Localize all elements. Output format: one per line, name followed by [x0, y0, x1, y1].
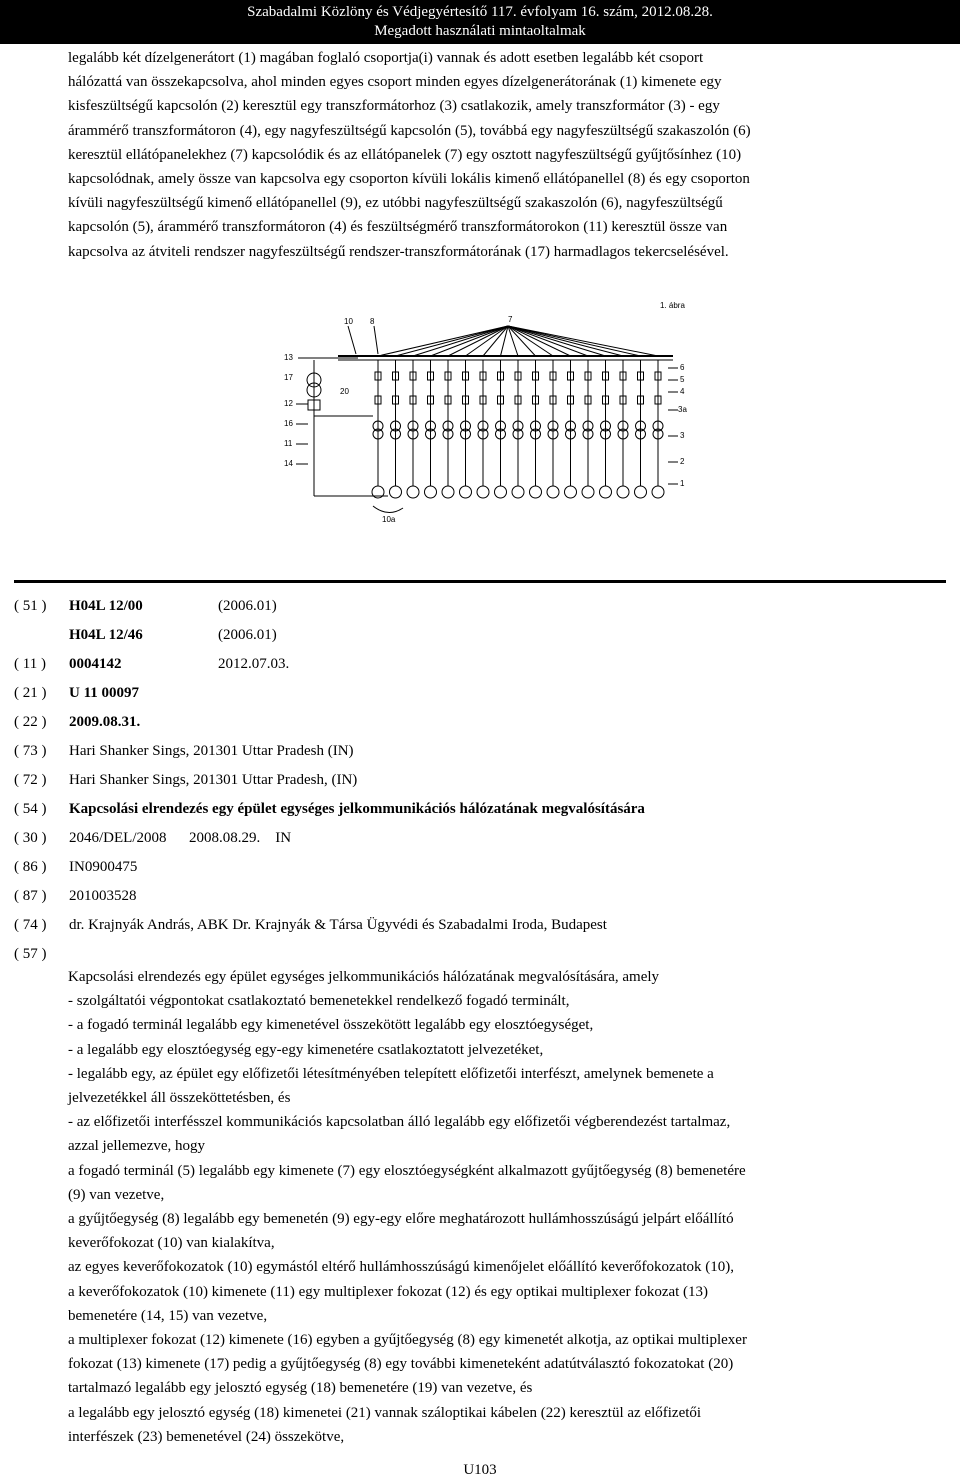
abstract-line: interfészek (23) bemenetével (24) összekötve, — [68, 1428, 345, 1445]
application-number: U 11 00097 — [69, 685, 140, 701]
feeder-fan-line — [508, 326, 606, 356]
inid-code: ( 73 ) — [14, 743, 47, 759]
figure-label: 3 — [680, 431, 685, 440]
inventor: Hari Shanker Sings, 201301 Uttar Pradesh, (IN) — [69, 772, 358, 788]
ipc-version: (2006.01) — [218, 627, 277, 643]
owner: Hari Shanker Sings, 201301 Uttar Pradesh (IN) — [69, 743, 354, 759]
figure-label: 13 — [284, 353, 293, 362]
generator-symbol — [635, 486, 647, 498]
figure-label: 8 — [370, 317, 375, 326]
abstract-line: a gyűjtőegység (8) legalább egy bemenetén (9) egy-egy előre meghatározott hullámhosszúságú jelpárt előállító — [68, 1211, 734, 1228]
ground-curve — [373, 506, 403, 513]
abstract-line: bemenetére (14, 15) van vezetve, — [68, 1307, 268, 1324]
inid-code: ( 22 ) — [14, 714, 47, 730]
generator-symbol — [407, 486, 419, 498]
generator-symbol — [495, 486, 507, 498]
abstract-line: Kapcsolási elrendezés egy épület egységes jelkommunikációs hálózatának megvalósítására, amely — [68, 969, 660, 985]
generator-symbol — [425, 486, 437, 498]
figure-label: 4 — [680, 387, 685, 396]
abstract-line: a fogadó terminál (5) legalább egy kimenete (7) egy elosztóegységként alkalmazott gyűjtőegység (8) bemenetére — [68, 1162, 746, 1179]
intro-line: kapcsolva az átviteli rendszer nagyfeszültségű rendszer-transzformátorának (17) harmadlagos tekercselésével. — [68, 243, 729, 260]
abstract-line: - a fogadó terminál legalább egy kimenetével összekötött legalább egy elosztóegységet, — [68, 1017, 594, 1034]
abstract-line: - az előfizetői interfésszel kommunikációs kapcsolatban álló legalább egy előfizetői végberendezést tartalmaz, — [68, 1114, 731, 1131]
intro-line: hálózattá van összekapcsolva, ahol minden egyes csoport minden egyes dízelgenerátorának (1) kimenete egy — [68, 74, 722, 91]
inid-code: ( 87 ) — [14, 888, 47, 904]
inid-code: ( 30 ) — [14, 830, 47, 846]
figure-label: 10 — [344, 317, 353, 326]
abstract — [68, 965, 928, 1449]
figure-label: 11 — [284, 439, 293, 448]
inid-code: ( 74 ) — [14, 917, 47, 933]
intro-line: legalább két dízelgenerátort (1) magában foglaló csoportja(i) vannak és adott esetben legalább két csoport — [68, 50, 704, 66]
abstract-line: jelvezetékkel áll összeköttetésben, és — [68, 1090, 291, 1107]
feeder-fan-line — [413, 326, 508, 356]
abstract-line: - szolgáltatói végpontokat csatlakoztató bemenetekkel rendelkező fogadó terminált, — [68, 993, 570, 1010]
leader-line — [374, 326, 378, 354]
section-divider — [14, 580, 946, 583]
inid-code: ( 57 ) — [14, 946, 47, 962]
generator-symbol — [460, 486, 472, 498]
generator-symbol — [530, 486, 542, 498]
intro-line: kapcsolódnak, amely össze van kapcsolva egy csoporton kívüli lokális kimenő ellátópanellel (8) és egy csoporton — [68, 171, 750, 188]
pct-publication: 201003528 — [69, 888, 137, 904]
figure-caption: 1. ábra — [660, 301, 685, 310]
intro-line: keresztül ellátópanelekhez (7) kapcsolódik és az ellátópanelek (7) egy osztott nagyfeszültségű gyűjtősínhez (10) — [68, 146, 742, 163]
abstract-line: tartalmazó legalább egy jelosztó egység (18) bemenetére (19) van vezetve, és — [68, 1380, 533, 1397]
generator-symbol — [390, 486, 402, 498]
generator-symbol — [547, 486, 559, 498]
pct-application: IN0900475 — [69, 859, 138, 875]
intro-line: kapcsolón (5), árammérő transzformátoron (4) és feszültségmérő transzformátorokon (11) keresztül össze van — [68, 219, 728, 236]
figure-label: 20 — [340, 387, 349, 396]
generator-symbol — [617, 486, 629, 498]
feeder-fan-line — [508, 326, 641, 356]
figure-label: 12 — [284, 399, 293, 408]
feeder-fan-line — [448, 326, 508, 356]
registration-date: 2012.07.03. — [218, 656, 290, 672]
registration-number: 0004142 — [69, 656, 122, 672]
inid-code: ( 54 ) — [14, 801, 47, 817]
figure-label: 2 — [680, 457, 685, 466]
abstract-line: (9) van vezetve, — [68, 1186, 165, 1203]
ipc-version: (2006.01) — [218, 598, 277, 614]
figure-label: 6 — [680, 363, 685, 372]
generator-symbol — [477, 486, 489, 498]
feeder-fan-line — [396, 326, 509, 356]
feeder-fan-line — [508, 326, 571, 356]
intro-line: kívüli nagyfeszültségű kimenő ellátópanellel (9), ez utóbbi nagyfeszültségű szakaszolón (6), nagyfeszültségű — [68, 195, 723, 212]
generator-symbol — [442, 486, 454, 498]
abstract-line: a keverőfokozatok (10) kimenete (11) egy multiplexer fokozat (12) és egy optikai multiplexer fokozat (13) — [68, 1283, 709, 1300]
abstract-line: a legalább egy jelosztó egység (18) kimenetei (21) vannak száloptikai kábelen (22) keresztül az előfizetői — [68, 1404, 702, 1421]
abstract-line: - legalább egy, az épület egy előfizetői létesítményében telepített előfizetői interfészt, amelynek bemenete a — [68, 1065, 714, 1082]
generator-symbol — [512, 486, 524, 498]
intro-line: árammérő transzformátoron (4), egy nagyfeszültségű kapcsolón (5), továbbá egy nagyfeszültségű szakaszolón (6) — [68, 122, 751, 139]
priority-data: 2046/DEL/2008 2008.08.29. IN — [69, 830, 292, 846]
figure-label: 7 — [508, 315, 513, 324]
inid-code: ( 72 ) — [14, 772, 47, 788]
figure-label: 5 — [680, 375, 685, 384]
figure-label: 14 — [284, 459, 293, 468]
page-id: U103 — [463, 1462, 497, 1478]
inid-code: ( 51 ) — [14, 598, 47, 614]
leader-line — [348, 326, 356, 354]
ipc-class: H04L 12/00 — [69, 598, 143, 614]
abstract-line: az egyes keverőfokozatok (10) egymástól eltérő hullámhosszúságú kimenőjelet előállító keverőfokozatok (10), — [68, 1259, 735, 1276]
inid-code: ( 86 ) — [14, 859, 47, 875]
journal-header — [0, 0, 960, 44]
representative: dr. Krajnyák András, ABK Dr. Krajnyák & Társa Ügyvédi és Szabadalmi Iroda, Budapest — [69, 917, 607, 933]
abstract-line: keverőfokozat (10) van kialakítva, — [68, 1235, 275, 1252]
generator-symbol — [565, 486, 577, 498]
abstract-line: - a legalább egy elosztóegység egy-egy kimenetére csatlakoztatott jelvezetéket, — [68, 1041, 544, 1058]
inid-code: ( 21 ) — [14, 685, 47, 701]
inid-code: ( 11 ) — [14, 656, 46, 672]
figure-label: 10a — [382, 515, 396, 524]
figure-label: 3a — [678, 405, 687, 414]
generator-symbol — [600, 486, 612, 498]
figure-label: 1 — [680, 479, 685, 488]
generator-symbol — [582, 486, 594, 498]
abstract-line: fokozat (13) kimenete (17) pedig a gyűjtőegység (8) egy további kimeneteként adatútválasztó fokozatokat (20) — [68, 1356, 734, 1373]
generator-symbol — [652, 486, 664, 498]
figure-label: 16 — [284, 419, 293, 428]
abstract-line: a multiplexer fokozat (12) kimenete (16) egyben a gyűjtőegység (8) egy kimenetét alkotja, az optikai multiplexer — [68, 1332, 747, 1349]
patent-drawing-figure — [278, 296, 698, 528]
figure-label: 17 — [284, 373, 293, 382]
intro-line: kisfeszültségű kapcsolón (2) keresztül egy transzformátorhoz (3) csatlakozik, amely transzformátor (3) - egy — [68, 98, 720, 115]
journal-title: Szabadalmi Közlöny és Védjegyértesítő 117. évfolyam 16. szám, 2012.08.28. — [247, 4, 713, 20]
abstract-line: azzal jellemezve, hogy — [68, 1138, 206, 1155]
ipc-class: H04L 12/46 — [69, 627, 143, 643]
title: Kapcsolási elrendezés egy épület egységes jelkommunikációs hálózatának megvalósítására — [69, 801, 645, 817]
filing-date: 2009.08.31. — [69, 714, 141, 730]
section-title: Megadott használati mintaoltalmak — [374, 23, 586, 39]
feeder-fan-line — [508, 326, 623, 356]
claim-continuation — [68, 46, 908, 264]
